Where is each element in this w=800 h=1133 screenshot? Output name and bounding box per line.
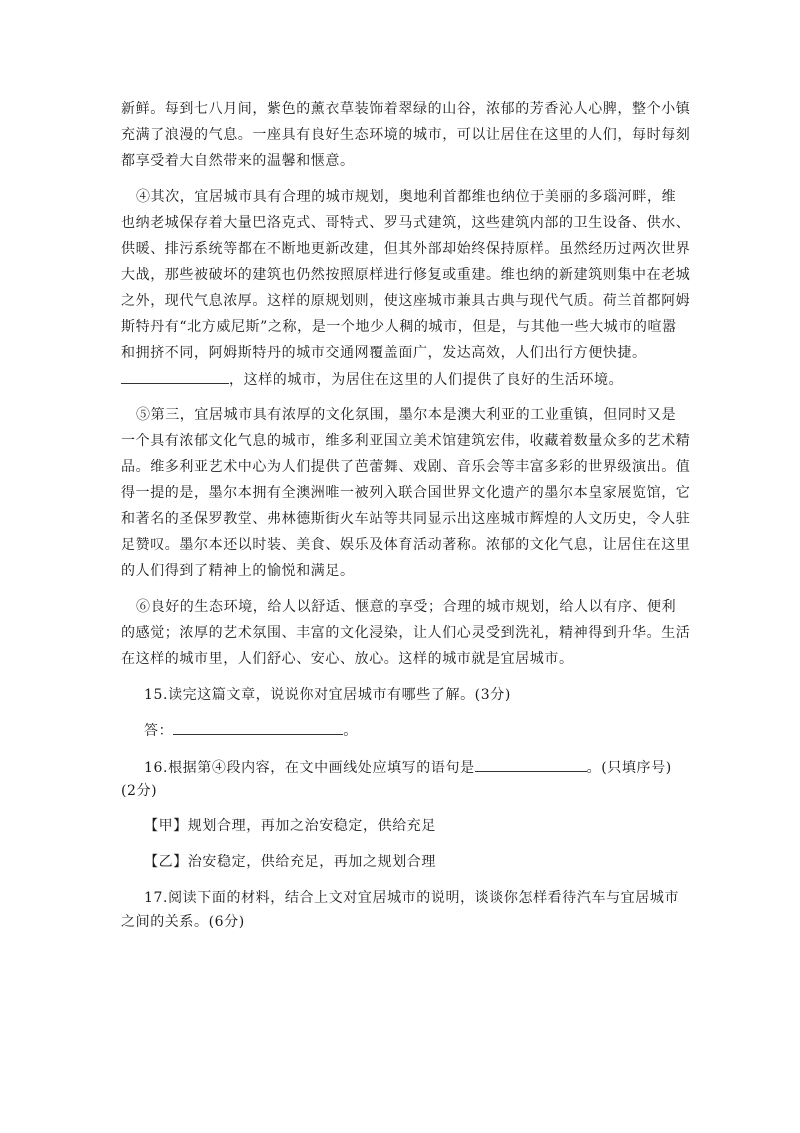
question-17: 17.阅读下面的材料，结合上文对宜居城市的说明，谈谈你怎样看待汽车与宜居城市 <box>144 890 680 906</box>
answer-blank[interactable] <box>173 720 343 735</box>
paragraph-4-line: 供暖、排污系统等都在不断地更新改建，但其外部却始终保持原样。虽然经历过两次世界 <box>121 241 691 257</box>
paragraph-4-last-text: ，这样的城市，为居住在这里的人们提供了良好的生活环境。 <box>229 372 624 388</box>
paragraph-4-line: 大战，那些被破坏的建筑也仍然按照原样进行修复或重建。维也纳的新建筑则集中在老城 <box>121 267 691 283</box>
paragraph-3-line: 都享受着大自然带来的温馨和惬意。 <box>121 153 355 169</box>
option-jia: 【甲】规划合理，再加之治安稳定，供给充足 <box>144 818 436 834</box>
paragraph-5-line: 一个具有浓郁文化气息的城市，维多利亚国立美术馆建筑宏伟，收藏着数量众多的艺术精 <box>121 433 691 449</box>
answer-prefix: 答： <box>144 723 174 739</box>
paragraph-6-line: 在这样的城市里，人们舒心、安心、放心。这样的城市就是宜居城市。 <box>121 651 574 667</box>
paragraph-3-line: 新鲜。每到七八月间，紫色的薰衣草装饰着翠绿的山谷，浓郁的芳香沁人心脾，整个小镇 <box>121 101 691 117</box>
question-15-answer-line <box>144 720 358 741</box>
paragraph-4-line: 和拥挤不同，阿姆斯特丹的城市交通网覆盖面广，发达高效，人们出行方便快捷。 <box>121 345 647 361</box>
question-15: 15.读完这篇文章，说说你对宜居城市有哪些了解。(3分) <box>144 687 511 703</box>
question-16-score: (2分) <box>121 783 158 799</box>
paragraph-4-line: 之外，现代气息浓厚。这样的原规划则，使这座城市兼具古典与现代气质。荷兰首都阿姆 <box>121 293 691 309</box>
fill-in-blank[interactable] <box>121 369 229 384</box>
paragraph-4-line: ④其次，宜居城市具有合理的城市规划，奥地利首都维也纳位于美丽的多瑙河畔，维 <box>136 189 677 205</box>
paragraph-3-line: 充满了浪漫的气息。一座具有良好生态环境的城市，可以让居住在这里的人们，每时每刻 <box>121 127 691 143</box>
paragraph-5-line: 得一提的是，墨尔本拥有全澳洲唯一被列入联合国世界文化遗产的墨尔本皇家展览馆，它 <box>121 485 691 501</box>
paragraph-4-line: 斯特丹有“北方威尼斯”之称，是一个地少人稠的城市，但是，与其他一些大城市的喧嚣 <box>121 319 677 335</box>
paragraph-4-last-line <box>121 369 623 390</box>
paragraph-5-line: 和著名的圣保罗教堂、弗林德斯街火车站等共同显示出这座城市辉煌的人文历史，令人驻 <box>121 511 691 527</box>
paragraph-5-line: ⑤第三，宜居城市具有浓厚的文化氛围，墨尔本是澳大利亚的工业重镇，但同时又是 <box>136 407 677 423</box>
question-17-line-2: 之间的关系。(6分) <box>121 914 245 930</box>
question-16-text: 16.根据第④段内容，在文中画线处应填写的语句是 <box>144 760 475 776</box>
paragraph-5-line: 的人们得到了精神上的愉悦和满足。 <box>121 563 355 579</box>
paragraph-5-line: 足赞叹。墨尔本还以时装、美食、娱乐及体育活动著称。浓郁的文化气息，让居住在这里 <box>121 537 691 553</box>
paragraph-6-line: ⑥良好的生态环境，给人以舒适、惬意的享受；合理的城市规划，给人以有序、便利 <box>136 599 677 615</box>
paragraph-6-line: 的感觉；浓厚的艺术氛围、丰富的文化浸染，让人们心灵受到洗礼，精神得到升华。生活 <box>121 625 691 641</box>
paragraph-5-line: 品。维多利亚艺术中心为人们提供了芭蕾舞、戏剧、音乐会等丰富多彩的世界级演出。值 <box>121 459 691 475</box>
option-yi: 【乙】治安稳定，供给充足，再加之规划合理 <box>144 854 436 870</box>
paragraph-4-line: 也纳老城保存着大量巴洛克式、哥特式、罗马式建筑，这些建筑内部的卫生设备、供水、 <box>121 215 691 231</box>
question-16-blank[interactable] <box>475 757 587 772</box>
question-16 <box>144 757 672 778</box>
question-16-instruction: 。(只填序号) <box>586 760 672 776</box>
answer-suffix: 。 <box>343 723 358 739</box>
